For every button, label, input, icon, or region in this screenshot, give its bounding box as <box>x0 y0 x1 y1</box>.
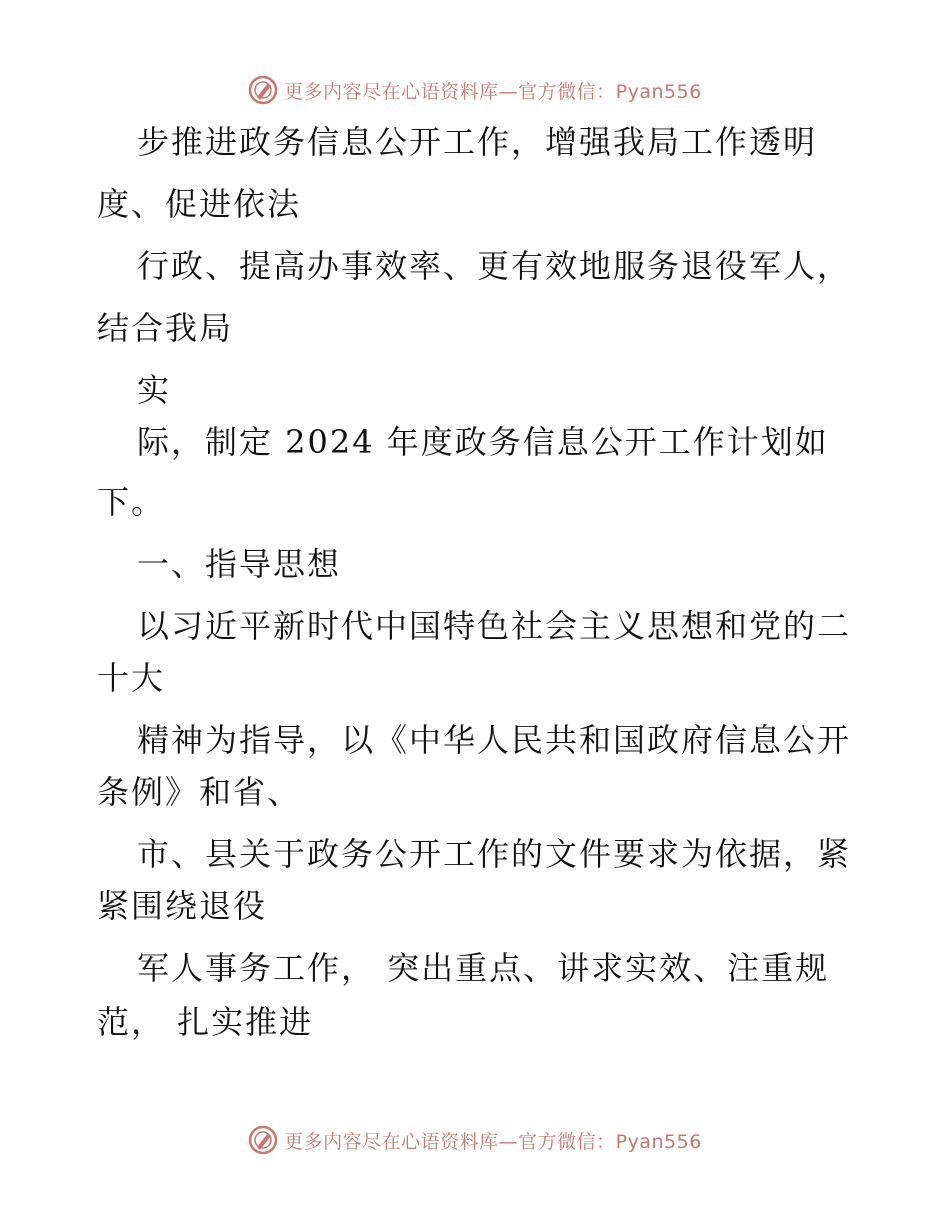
body-line: 结合我局 <box>97 309 234 347</box>
body-line: 实 <box>137 371 172 409</box>
body-line: 十大 <box>97 659 166 697</box>
body-line: 范， 扎实推进 <box>97 1003 314 1041</box>
pen-nib-logo-icon <box>248 1125 278 1155</box>
body-line: 行政、提高办事效率、更有效地服务退役军人， <box>137 247 852 285</box>
body-line: 下。 <box>97 483 166 521</box>
body-line: 精神为指导，以《中华人民共和国政府信息公开 <box>137 721 852 759</box>
header-watermark <box>0 70 950 110</box>
body-line: 际，制定 2024 年度政务信息公开工作计划如 <box>137 423 829 461</box>
body-line: 条例》和省、 <box>97 773 302 811</box>
body-line: 度、促进依法 <box>97 185 302 223</box>
footer-watermark <box>0 1120 950 1160</box>
pen-nib-logo-icon <box>248 75 278 105</box>
body-line: 市、县关于政务公开工作的文件要求为依据，紧 <box>137 835 852 873</box>
body-line: 军人事务工作， 突出重点、讲求实效、注重规 <box>137 949 830 987</box>
body-line: 步推进政务信息公开工作，增强我局工作透明 <box>137 123 818 161</box>
section-heading: 一、指导思想 <box>137 545 342 583</box>
body-line: 紧围绕退役 <box>97 887 268 925</box>
watermark-text: 更多内容尽在心语资料库—官方微信：Pyan556 <box>284 1130 702 1153</box>
body-line: 以习近平新时代中国特色社会主义思想和党的二 <box>137 607 852 645</box>
watermark-text: 更多内容尽在心语资料库—官方微信：Pyan556 <box>284 80 702 103</box>
